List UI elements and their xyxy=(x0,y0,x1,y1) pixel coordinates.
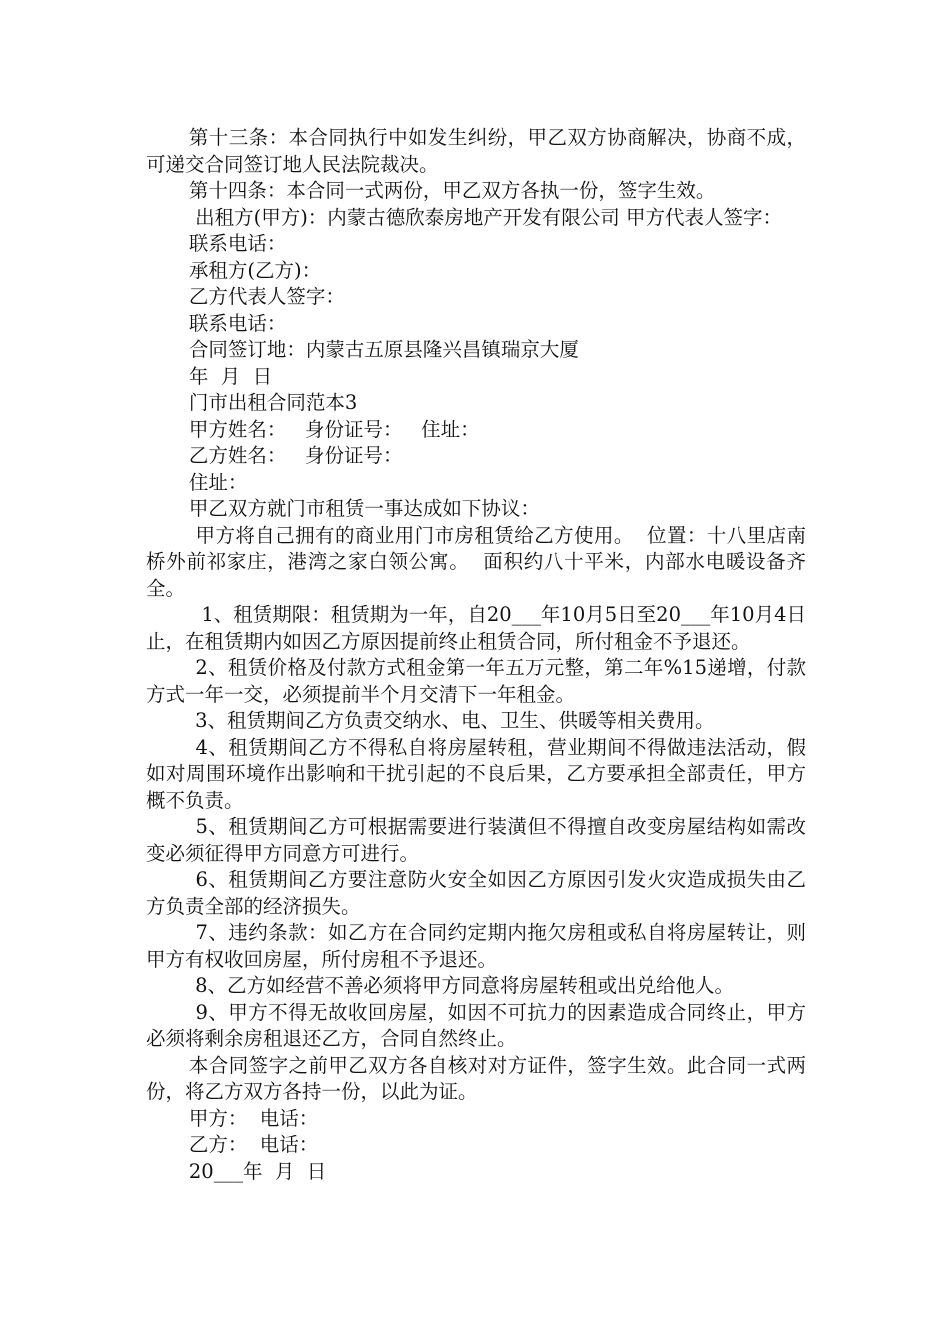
party-b-sign: 乙方： 电话： xyxy=(188,1133,319,1156)
lessee-signature: 乙方代表人签字： xyxy=(188,285,345,308)
term-9: 9、甲方不得无故收回房屋，如因不可抗力的因素造成合同终止，甲方必须将剩余房租退还乙方，合同自然终止。 xyxy=(146,1000,806,1050)
date-line-2: 20___年 月 日 xyxy=(188,1159,327,1183)
lessee-phone: 联系电话： xyxy=(188,311,287,335)
property-description: 甲方将自己拥有的商业用门市房租赁给乙方使用。 位置：十八里店南桥外前祁家庄，港湾之家白领公寓。 面积约八十平米，内部水电暖设备齐全。 xyxy=(146,523,806,600)
signing-place: 合同签订地：内蒙古五原县隆兴昌镇瑞京大厦 xyxy=(188,338,579,361)
party-a-sign: 甲方： 电话： xyxy=(188,1106,319,1130)
term-7: 7、违约条款：如乙方在合同约定期内拖欠房租或私自将房屋转让，则甲方有权收回房屋，所付房租不予退还。 xyxy=(146,921,806,971)
term-1: 1、租赁期限：租赁期为一年，自20___年10月5日至20___年10月4日止，在租赁期内如因乙方原因提前终止租赁合同，所付租金不予退还。 xyxy=(146,603,806,653)
party-a-info: 甲方姓名： 身份证号： 住址： xyxy=(188,417,480,441)
lessor-line: 出租方(甲方)：内蒙古德欣泰房地产开发有限公司 甲方代表人签字： xyxy=(188,205,783,229)
party-b-info: 乙方姓名： 身份证号： xyxy=(188,444,403,467)
term-2: 2、租赁价格及付款方式租金第一年五万元整，第二年%15递增，付款方式一年一交，必须提前半个月交清下一年租金。 xyxy=(146,656,807,706)
term-8: 8、乙方如经营不善必须将甲方同意将房屋转租或出兑给他人。 xyxy=(188,974,735,997)
date-line-1: 年 月 日 xyxy=(188,364,273,388)
lessor-phone: 联系电话： xyxy=(188,232,287,255)
closing-statement: 本合同签字之前甲乙双方各自核对对方证件，签字生效。此合同一式两份，将乙方双方各持一份，以此为证。 xyxy=(146,1053,806,1103)
term-5: 5、租赁期间乙方可根据需要进行装潢但不得擅自改变房屋结构如需改变必须征得甲方同意方可进行。 xyxy=(146,815,806,865)
term-3: 3、租赁期间乙方负责交纳水、电、卫生、供暖等相关费用。 xyxy=(188,709,715,732)
agreement-intro: 甲乙双方就门市租赁一事达成如下协议： xyxy=(188,497,540,520)
clause-14: 第十四条：本合同一式两份，甲乙双方各执一份，签字生效。 xyxy=(188,179,716,202)
term-6: 6、租赁期间乙方要注意防火安全如因乙方原因引发火灾造成损失由乙方负责全部的经济损失。 xyxy=(146,868,806,918)
term-4: 4、租赁期间乙方不得私自将房屋转租，营业期间不得做违法活动，假如对周围环境作出影响和干扰引起的不良后果，乙方要承担全部责任，甲方概不负责。 xyxy=(146,735,806,812)
party-b-address: 住址： xyxy=(188,470,248,494)
lessee-line: 承租方(乙方)： xyxy=(188,258,322,282)
section-title: 门市出租合同范本3 xyxy=(188,391,358,414)
clause-13: 第十三条：本合同执行中如发生纠纷，甲乙双方协商解决，协商不成，可递交合同签订地人民法院裁决。 xyxy=(146,126,806,176)
